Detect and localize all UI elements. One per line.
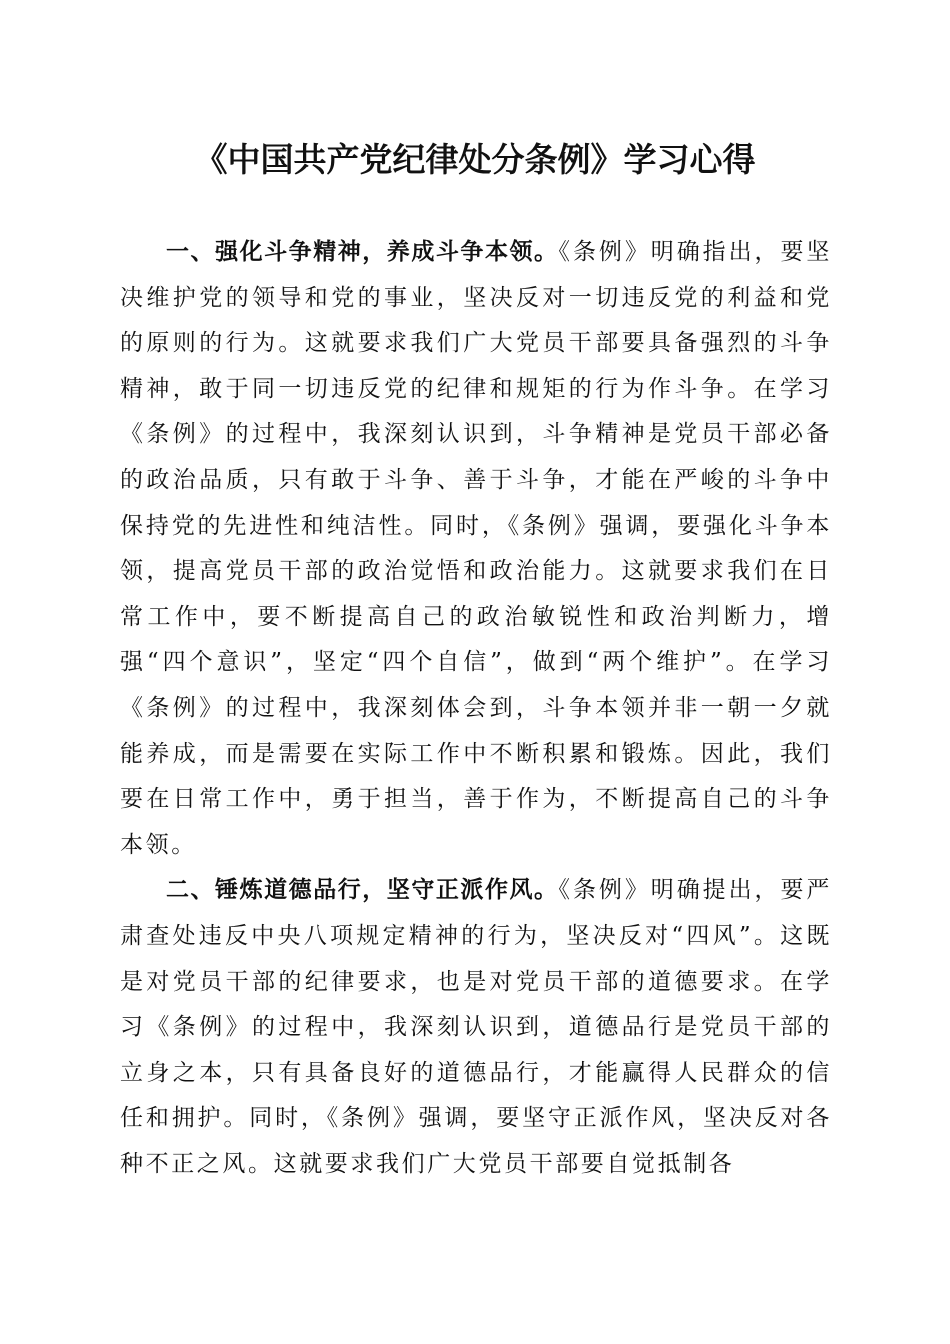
document-body (120, 230, 832, 1187)
paragraph-2-text: 《条例》明确提出，要严肃查处违反中央八项规定精神的行为，坚决反对“四风”。这既是对党员干部的纪律要求，也是对党员干部的道德要求。在学习《条例》的过程中，我深刻认识到，道德品行是党员干部的立身之本，只有具备良好的道德品行，才能赢得人民群众的信任和拥护。同时，《条例》强调，要坚守正派作风，坚决反对各种不正之风。这就要求我们广大党员干部要自觉抵制各 (120, 877, 832, 1177)
document-title: 《中国共产党纪律处分条例》学习心得 (194, 140, 756, 179)
paragraph-1 (120, 230, 832, 868)
paragraph-2-heading: 二、锤炼道德品行，坚守正派作风。 (166, 877, 559, 904)
paragraph-1-text: 《条例》明确指出，要坚决维护党的领导和党的事业，坚决反对一切违反党的利益和党的原则的行为。这就要求我们广大党员干部要具备强烈的斗争精神，敢于同一切违反党的纪律和规矩的行为作斗争。在学习《条例》的过程中，我深刻认识到，斗争精神是党员干部必备的政治品质，只有敢于斗争、善于斗争，才能在严峻的斗争中保持党的先进性和纯洁性。同时，《条例》强调，要强化斗争本领，提高党员干部的政治觉悟和政治能力。这就要求我们在日常工作中，要不断提高自己的政治敏锐性和政治判断力，增强“四个意识”，坚定“四个自信”，做到“两个维护”。在学习《条例》的过程中，我深刻体会到，斗争本领并非一朝一夕就能养成，而是需要在实际工作中不断积累和锻炼。因此，我们要在日常工作中，勇于担当，善于作为，不断提高自己的斗争本领。 (120, 239, 832, 858)
paragraph-1-heading: 一、强化斗争精神，养成斗争本领。 (166, 239, 559, 265)
paragraph-2 (120, 868, 832, 1187)
